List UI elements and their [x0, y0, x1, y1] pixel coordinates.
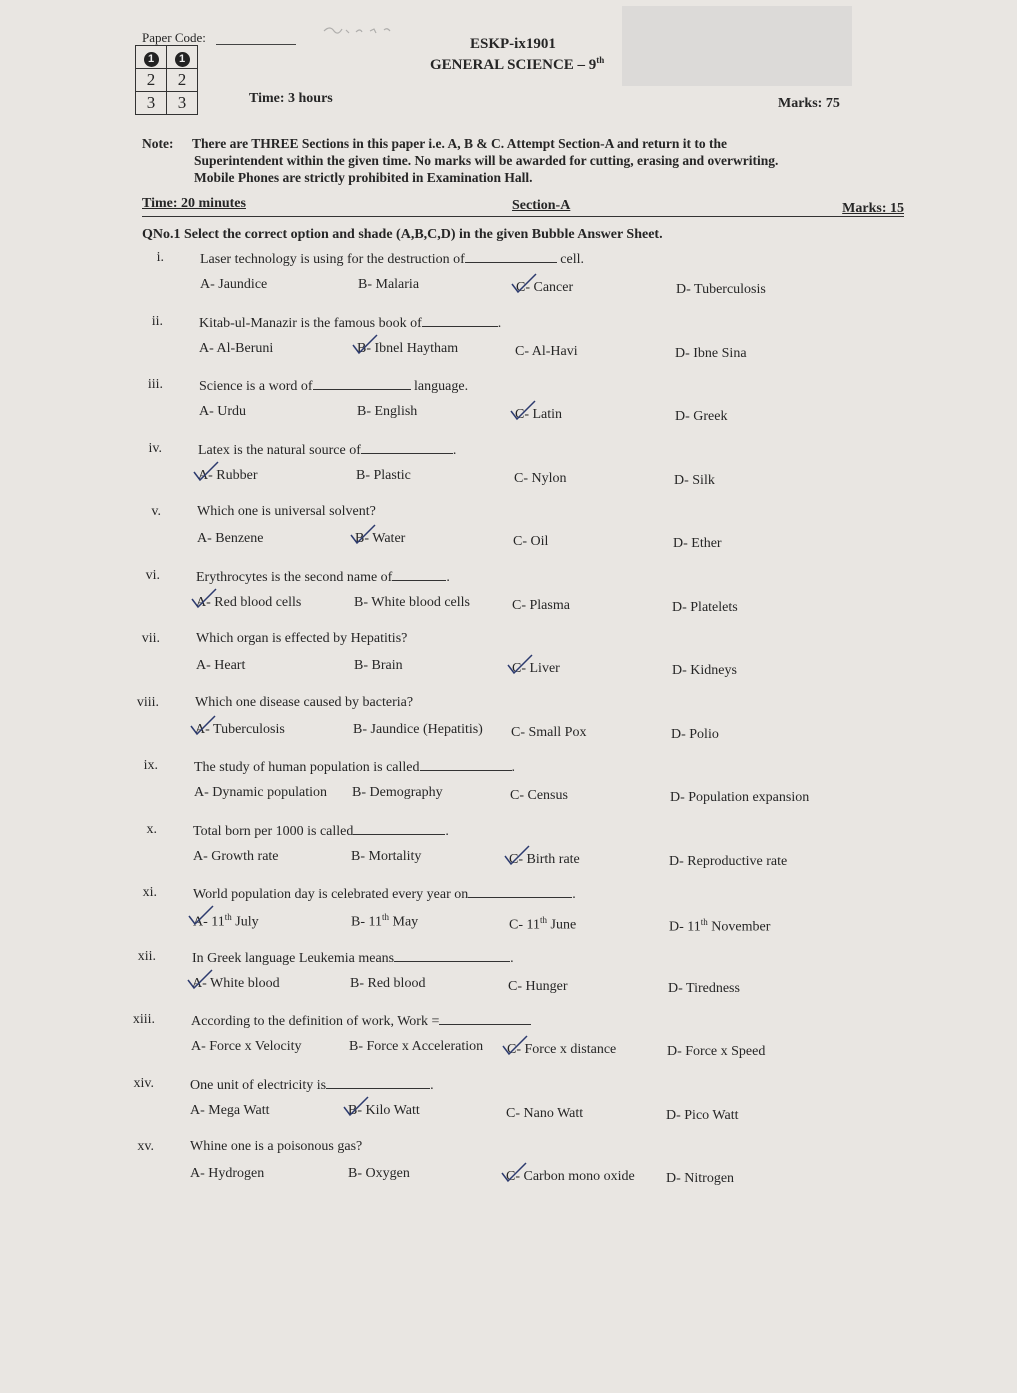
checkmark-icon [509, 399, 537, 421]
option-a [190, 1166, 264, 1182]
option-text: C- Oil [513, 534, 549, 549]
question-number: xi. [142, 885, 157, 900]
question-text [198, 441, 456, 459]
superscript: th [381, 912, 389, 922]
section-marks: Marks: 15 [842, 201, 904, 216]
option-c [506, 1106, 583, 1122]
option-text: A- Mega Watt [190, 1102, 270, 1118]
option-b [356, 468, 411, 484]
question-text [196, 631, 407, 647]
answer-blank [465, 250, 557, 263]
note-line-2: Superintendent within the given time. No marks will be awarded for cutting, erasing and overwriting. [194, 153, 779, 168]
option-d [669, 917, 770, 936]
answer-blank [420, 758, 512, 771]
paper-code-label: Paper Code: [142, 30, 206, 45]
total-time: Time: 3 hours [249, 91, 333, 106]
option-c [512, 598, 570, 614]
option-b [358, 277, 419, 293]
question-text [190, 1076, 434, 1094]
option-c [510, 788, 568, 804]
code-cell [167, 46, 198, 69]
ink-smudge [312, 22, 422, 40]
option-text: A- Dynamic population [194, 785, 327, 800]
note-line-3: Mobile Phones are strictly prohibited in Examination Hall. [194, 170, 533, 185]
note-block [142, 135, 907, 186]
question-text [199, 377, 468, 395]
option-text: D- Greek [675, 409, 728, 424]
option-text: May [389, 914, 419, 930]
option-text: A- Red blood cells [196, 594, 302, 610]
section-name: Section-A [512, 198, 571, 213]
answer-blank [422, 314, 498, 327]
option-d [667, 1044, 765, 1060]
option-d [673, 536, 722, 552]
option-text: D- Reproductive rate [669, 853, 788, 869]
code-cell: 3 [136, 92, 167, 115]
checkmark-icon [192, 460, 220, 482]
question-suffix: . [446, 569, 450, 585]
option-c [511, 725, 586, 741]
option-c [515, 344, 578, 360]
question-number: ii. [151, 313, 163, 329]
option-c [514, 471, 567, 487]
option-b [352, 785, 443, 801]
option-text: July [231, 914, 259, 930]
option-text: A- Tuberculosis [195, 721, 285, 737]
option-b [351, 849, 421, 865]
question-number: iii. [147, 377, 163, 392]
option-text: A- White blood [192, 975, 280, 991]
option-b [354, 658, 403, 674]
code-cell: 2 [167, 69, 198, 92]
checkmark-icon [186, 968, 214, 990]
option-c [513, 534, 548, 550]
option-text: B- Kilo Watt [348, 1102, 420, 1118]
option-text: D- Pico Watt [666, 1107, 739, 1123]
question-stem: Whine one is a poisonous gas? [190, 1139, 363, 1154]
option-text: C- Small Pox [511, 724, 587, 740]
option-text: B- 11 [351, 914, 382, 930]
option-a [194, 785, 327, 801]
note-line-1 [142, 135, 907, 152]
checkmark-icon [187, 904, 215, 926]
answer-blank [468, 885, 572, 898]
question-instruction: QNo.1 Select the correct option and shade (A,B,C,D) in the given Bubble Answer Sheet. [142, 227, 663, 242]
option-d [670, 790, 809, 806]
option-text: C- Plasma [512, 597, 570, 613]
option-text: A- Growth rate [193, 848, 279, 864]
option-text: B- Brain [354, 658, 403, 673]
question-suffix: language. [410, 379, 469, 394]
option-d [671, 727, 719, 743]
option-b [348, 1166, 410, 1182]
option-text: B- Force x Acceleration [349, 1039, 484, 1054]
question-text [196, 568, 450, 586]
question-stem: World population day is celebrated every year on [193, 887, 469, 902]
question-number: xv. [137, 1139, 154, 1154]
checkmark-icon [501, 1034, 529, 1056]
note-text-1: There are THREE Sections in this paper i.e. A, B & C. Attempt Section-A and return it to the [192, 136, 728, 151]
option-text: C- Carbon mono oxide [506, 1169, 635, 1184]
option-text: D- Population expansion [670, 790, 810, 805]
option-b [353, 722, 483, 738]
option-text: C- Latin [515, 407, 563, 422]
question-number: xiv. [133, 1075, 154, 1091]
question-number: iv. [148, 440, 162, 456]
question-text [197, 504, 376, 520]
checkmark-icon [351, 333, 379, 355]
option-a [191, 1039, 302, 1055]
option-text: B- Malaria [358, 277, 420, 292]
question-stem: The study of human population is called [194, 760, 420, 775]
answer-blank [392, 568, 446, 581]
option-text: D- Force x Speed [667, 1044, 766, 1059]
option-a [193, 849, 279, 865]
note-label: Note: [142, 136, 174, 151]
question-number: vii. [141, 631, 160, 646]
option-text: C- Force x distance [507, 1042, 617, 1057]
checkmark-icon [500, 1161, 528, 1183]
question-suffix: . [445, 823, 449, 839]
question-text [194, 758, 515, 776]
option-text: D- Polio [671, 726, 719, 742]
option-a [199, 404, 246, 420]
option-d [675, 409, 727, 425]
question-text [199, 314, 501, 332]
option-text: A- Jaundice [200, 277, 268, 292]
option-text: A- Benzene [197, 531, 264, 546]
option-text: B- Jaundice (Hepatitis) [353, 721, 483, 737]
question-stem: One unit of electricity is [190, 1077, 327, 1093]
option-text: D- Kidneys [672, 663, 737, 678]
option-d [672, 663, 737, 679]
superscript: th [224, 912, 232, 922]
checkmark-icon [506, 653, 534, 675]
option-b [354, 595, 470, 611]
filled-bubble: 1 [175, 52, 190, 67]
option-text: D- Silk [674, 472, 715, 488]
option-b [349, 1039, 483, 1055]
option-text: B- Red blood [350, 975, 426, 991]
question-stem: Erythrocytes is the second name of [196, 569, 393, 585]
option-text: A- 11 [193, 914, 225, 930]
checkmark-icon [190, 587, 218, 609]
subject-sup: th [596, 55, 605, 65]
question-suffix: . [430, 1077, 434, 1093]
option-text: C- Census [510, 788, 568, 803]
answer-blank [326, 1076, 430, 1089]
paper-code-grid [135, 45, 198, 115]
filled-bubble: 1 [144, 52, 159, 67]
question-stem: Latex is the natural source of [198, 442, 361, 458]
checkmark-icon [189, 714, 217, 736]
answer-blank [394, 949, 510, 962]
option-d [668, 981, 740, 997]
question-stem: In Greek language Leukemia means [192, 950, 395, 966]
question-stem: According to the definition of work, Work = [191, 1014, 440, 1029]
option-b [350, 976, 425, 992]
option-text: B- English [357, 404, 418, 419]
question-suffix: . [511, 760, 516, 775]
option-text: B- Plastic [356, 467, 411, 483]
question-suffix: . [497, 315, 502, 331]
paper-subject [430, 55, 604, 74]
superscript: th [539, 915, 547, 925]
question-text [191, 1012, 531, 1030]
option-b [351, 912, 418, 931]
question-stem: Which organ is effected by Hepatitis? [196, 631, 408, 646]
option-a [196, 658, 245, 674]
checkmark-icon [349, 523, 377, 545]
option-text: D- 11 [669, 919, 701, 935]
question-number: v. [151, 504, 161, 519]
option-text: D- Ether [673, 536, 722, 551]
option-text: B- Ibnel Haytham [357, 340, 459, 356]
option-text: November [707, 919, 771, 935]
option-text: June [547, 917, 577, 933]
checkmark-icon [503, 844, 531, 866]
question-number: xiii. [132, 1012, 155, 1027]
option-a [190, 1103, 269, 1119]
question-suffix: cell. [556, 252, 584, 267]
code-cell [136, 46, 167, 69]
section-header [142, 196, 904, 217]
option-d [676, 282, 766, 298]
option-text: B- Water [355, 531, 406, 546]
question-text [193, 885, 576, 903]
checkmark-icon [342, 1095, 370, 1117]
code-cell: 3 [167, 92, 198, 115]
question-number: xii. [137, 948, 156, 964]
paper-code-blank [216, 44, 296, 45]
option-text: B- Oxygen [348, 1166, 410, 1181]
option-text: C- Birth rate [509, 851, 580, 867]
superscript: th [700, 917, 708, 927]
question-stem: Kitab-ul-Manazir is the famous book of [199, 315, 422, 331]
option-text: B- Demography [352, 785, 443, 800]
question-stem: Laser technology is using for the destruction of [200, 252, 465, 267]
question-text [195, 695, 413, 711]
option-d [672, 600, 738, 616]
option-text: C- Al-Havi [515, 343, 578, 359]
paper-id: ESKP-ix1901 [470, 36, 556, 52]
answer-blank [353, 822, 445, 835]
question-number: vi. [145, 567, 160, 583]
answer-blank [361, 441, 453, 454]
question-stem: Which one disease caused by bacteria? [195, 694, 414, 710]
option-text: A- Force x Velocity [191, 1039, 302, 1054]
subject-text: GENERAL SCIENCE – 9 [430, 57, 597, 73]
option-d [666, 1171, 734, 1187]
option-d [675, 346, 747, 362]
question-text [190, 1139, 362, 1155]
option-text: A- Urdu [199, 404, 247, 419]
question-number: viii. [136, 694, 159, 710]
option-text: B- White blood cells [354, 594, 470, 610]
option-text: A- Al-Beruni [199, 340, 274, 356]
option-text: B- Mortality [351, 848, 422, 864]
question-stem: Which one is universal solvent? [197, 504, 376, 519]
option-d [669, 854, 787, 870]
option-text: C- Cancer [516, 280, 574, 295]
question-text [200, 250, 584, 268]
checkmark-icon [510, 272, 538, 294]
option-text: A- Rubber [198, 467, 258, 483]
question-suffix: . [572, 887, 576, 902]
question-number: i. [156, 250, 164, 265]
section-time: Time: 20 minutes [142, 196, 246, 211]
question-text [192, 949, 514, 967]
option-b [357, 404, 417, 420]
option-text: A- Hydrogen [190, 1166, 265, 1181]
question-suffix: . [452, 442, 457, 458]
code-cell: 2 [136, 69, 167, 92]
option-text: A- Heart [196, 658, 246, 673]
option-a [200, 277, 267, 293]
question-text [193, 822, 449, 840]
option-text: D- Platelets [672, 599, 738, 615]
question-number: x. [146, 821, 157, 837]
total-marks: Marks: 75 [778, 96, 840, 111]
question-number: ix. [143, 758, 158, 773]
question-stem: Science is a word of [199, 379, 313, 394]
option-text: C- Hunger [508, 978, 568, 994]
option-d [674, 473, 715, 489]
option-d [666, 1108, 739, 1124]
redaction-box [622, 6, 852, 86]
question-stem: Total born per 1000 is called [193, 823, 354, 839]
option-text: D- Tiredness [668, 980, 740, 996]
option-text: C- Nylon [514, 470, 567, 486]
option-text: C- Liver [512, 661, 560, 676]
question-suffix: . [510, 950, 514, 966]
answer-blank [439, 1012, 531, 1025]
option-text: D- Tuberculosis [676, 282, 766, 297]
option-text: C- 11 [509, 917, 540, 933]
option-a [197, 531, 263, 547]
option-a [199, 341, 273, 357]
answer-blank [313, 377, 411, 390]
option-text: D- Nitrogen [666, 1171, 735, 1186]
option-text: C- Nano Watt [506, 1105, 584, 1121]
option-c [508, 979, 568, 995]
option-text: D- Ibne Sina [675, 345, 747, 361]
option-c [509, 915, 576, 934]
